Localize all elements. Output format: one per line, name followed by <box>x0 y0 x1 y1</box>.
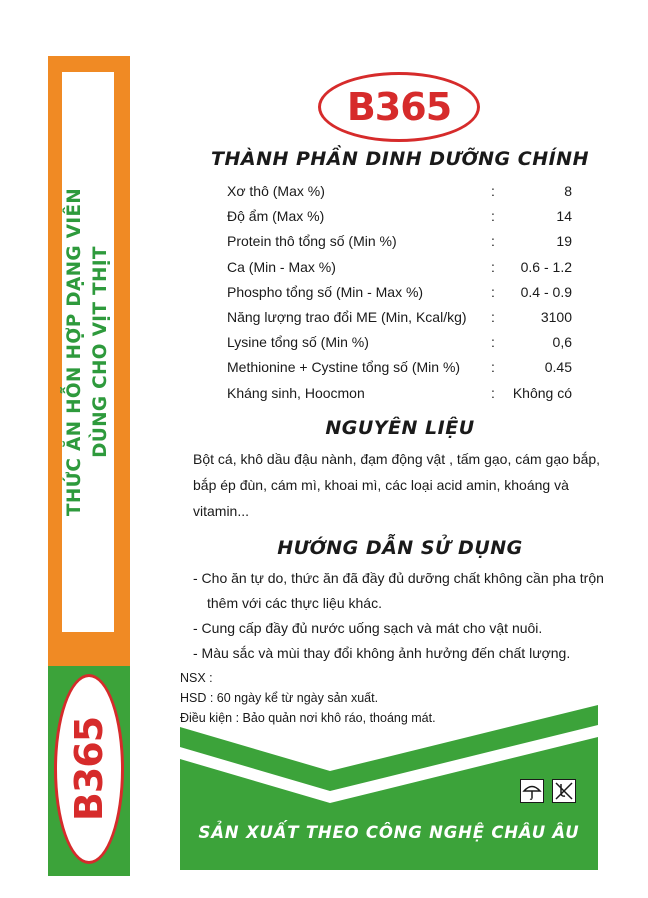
nutrient-label: Phospho tổng số (Min - Max %) <box>227 283 424 300</box>
product-title-line2: DÙNG CHO VỊT THỊT <box>90 246 112 458</box>
nutrient-label: Độ ẩm (Max %) <box>227 208 325 225</box>
do-not-use-hooks-icon <box>552 779 576 803</box>
nutrition-row <box>227 230 572 255</box>
nutrient-label: Protein thô tổng số (Min %) <box>227 233 397 250</box>
usage-item: - Cung cấp đầy đủ nước uống sạch và mát cho vật nuôi. <box>193 620 543 636</box>
side-band <box>48 56 130 876</box>
nutrition-row <box>227 331 572 356</box>
side-logo <box>54 674 124 864</box>
bottom-banner <box>180 705 598 870</box>
product-title-line1: THỨC ĂN HỖN HỢP DẠNG VIÊN <box>64 187 86 517</box>
nutrient-separator: : <box>491 308 495 325</box>
nutrient-label: Xơ thô (Max %) <box>227 183 325 199</box>
nutrient-label: Methionine + Cystine tổng số (Min %) <box>227 359 461 376</box>
nutrient-value: 3100 <box>540 308 572 325</box>
ingredients-heading: NGUYÊN LIỆU <box>325 417 475 439</box>
nutrition-row <box>227 356 572 381</box>
nutrition-heading: THÀNH PHẦN DINH DƯỠNG CHÍNH <box>211 148 589 170</box>
nutrient-separator: : <box>491 183 495 199</box>
nutrient-value: Không có <box>512 384 572 401</box>
nutrition-row <box>227 256 572 281</box>
nutrition-row <box>227 306 572 331</box>
nutrient-label: Lysine tổng số (Min %) <box>227 334 369 351</box>
nutrient-label: Năng lượng trao đổi ME (Min, Kcal/kg) <box>227 308 467 325</box>
usage-heading: HƯỚNG DẪN SỬ DỤNG <box>277 537 523 559</box>
nutrient-value: 0,6 <box>552 334 572 351</box>
nutrient-value: 8 <box>564 183 572 199</box>
nutrient-value: 0.45 <box>544 359 572 376</box>
usage-list <box>193 566 623 666</box>
nutrient-value: 0.6 - 1.2 <box>520 258 572 275</box>
nutrient-label: Kháng sinh, Hoocmon <box>227 384 365 401</box>
ingredients-text: Bột cá, khô dầu đậu nành, đạm động vật , tấm gạo, cám gạo bắp, bắp ép đùn, cám mì, khoai mì, các loại acid amin, khoáng và vitamin... <box>193 451 601 519</box>
nutrient-value: 14 <box>556 208 572 225</box>
nutrition-row <box>227 281 572 306</box>
nutrient-label: Ca (Min - Max %) <box>227 258 336 275</box>
nutrient-separator: : <box>491 208 495 225</box>
nutrient-value: 19 <box>556 233 572 250</box>
nutrient-separator: : <box>491 283 495 300</box>
nutrition-row <box>227 205 572 230</box>
nutrition-table <box>227 180 572 407</box>
nutrient-value: 0.4 - 0.9 <box>520 283 572 300</box>
nutrient-separator: : <box>491 258 495 275</box>
side-band-title <box>62 72 114 632</box>
keep-dry-icon <box>520 779 544 803</box>
banner-slogan: SẢN XUẤT THEO CÔNG NGHỆ CHÂU ÂU <box>198 823 580 842</box>
nutrition-row <box>227 180 572 205</box>
nutrient-separator: : <box>491 384 495 401</box>
usage-item: - Màu sắc và mùi thay đổi không ảnh hưởng đến chất lượng. <box>193 645 571 661</box>
expiry-info: HSD : 60 ngày kể từ ngày sản xuất. <box>180 691 379 705</box>
brand-logo-text: B365 <box>346 85 452 129</box>
nutrient-separator: : <box>491 359 495 376</box>
manufacture-date: NSX : <box>180 671 213 685</box>
storage-condition: Điều kiện : Bảo quản nơi khô ráo, thoáng mát. <box>180 711 436 725</box>
side-logo-text: B365 <box>67 716 112 822</box>
nutrient-separator: : <box>491 334 495 351</box>
brand-logo <box>318 72 480 142</box>
nutrition-row <box>227 382 572 407</box>
usage-item: - Cho ăn tự do, thức ăn đã đầy đủ dưỡng chất không cần pha trộn thêm với các thực liệu khác. <box>193 570 604 611</box>
nutrient-separator: : <box>491 233 495 250</box>
